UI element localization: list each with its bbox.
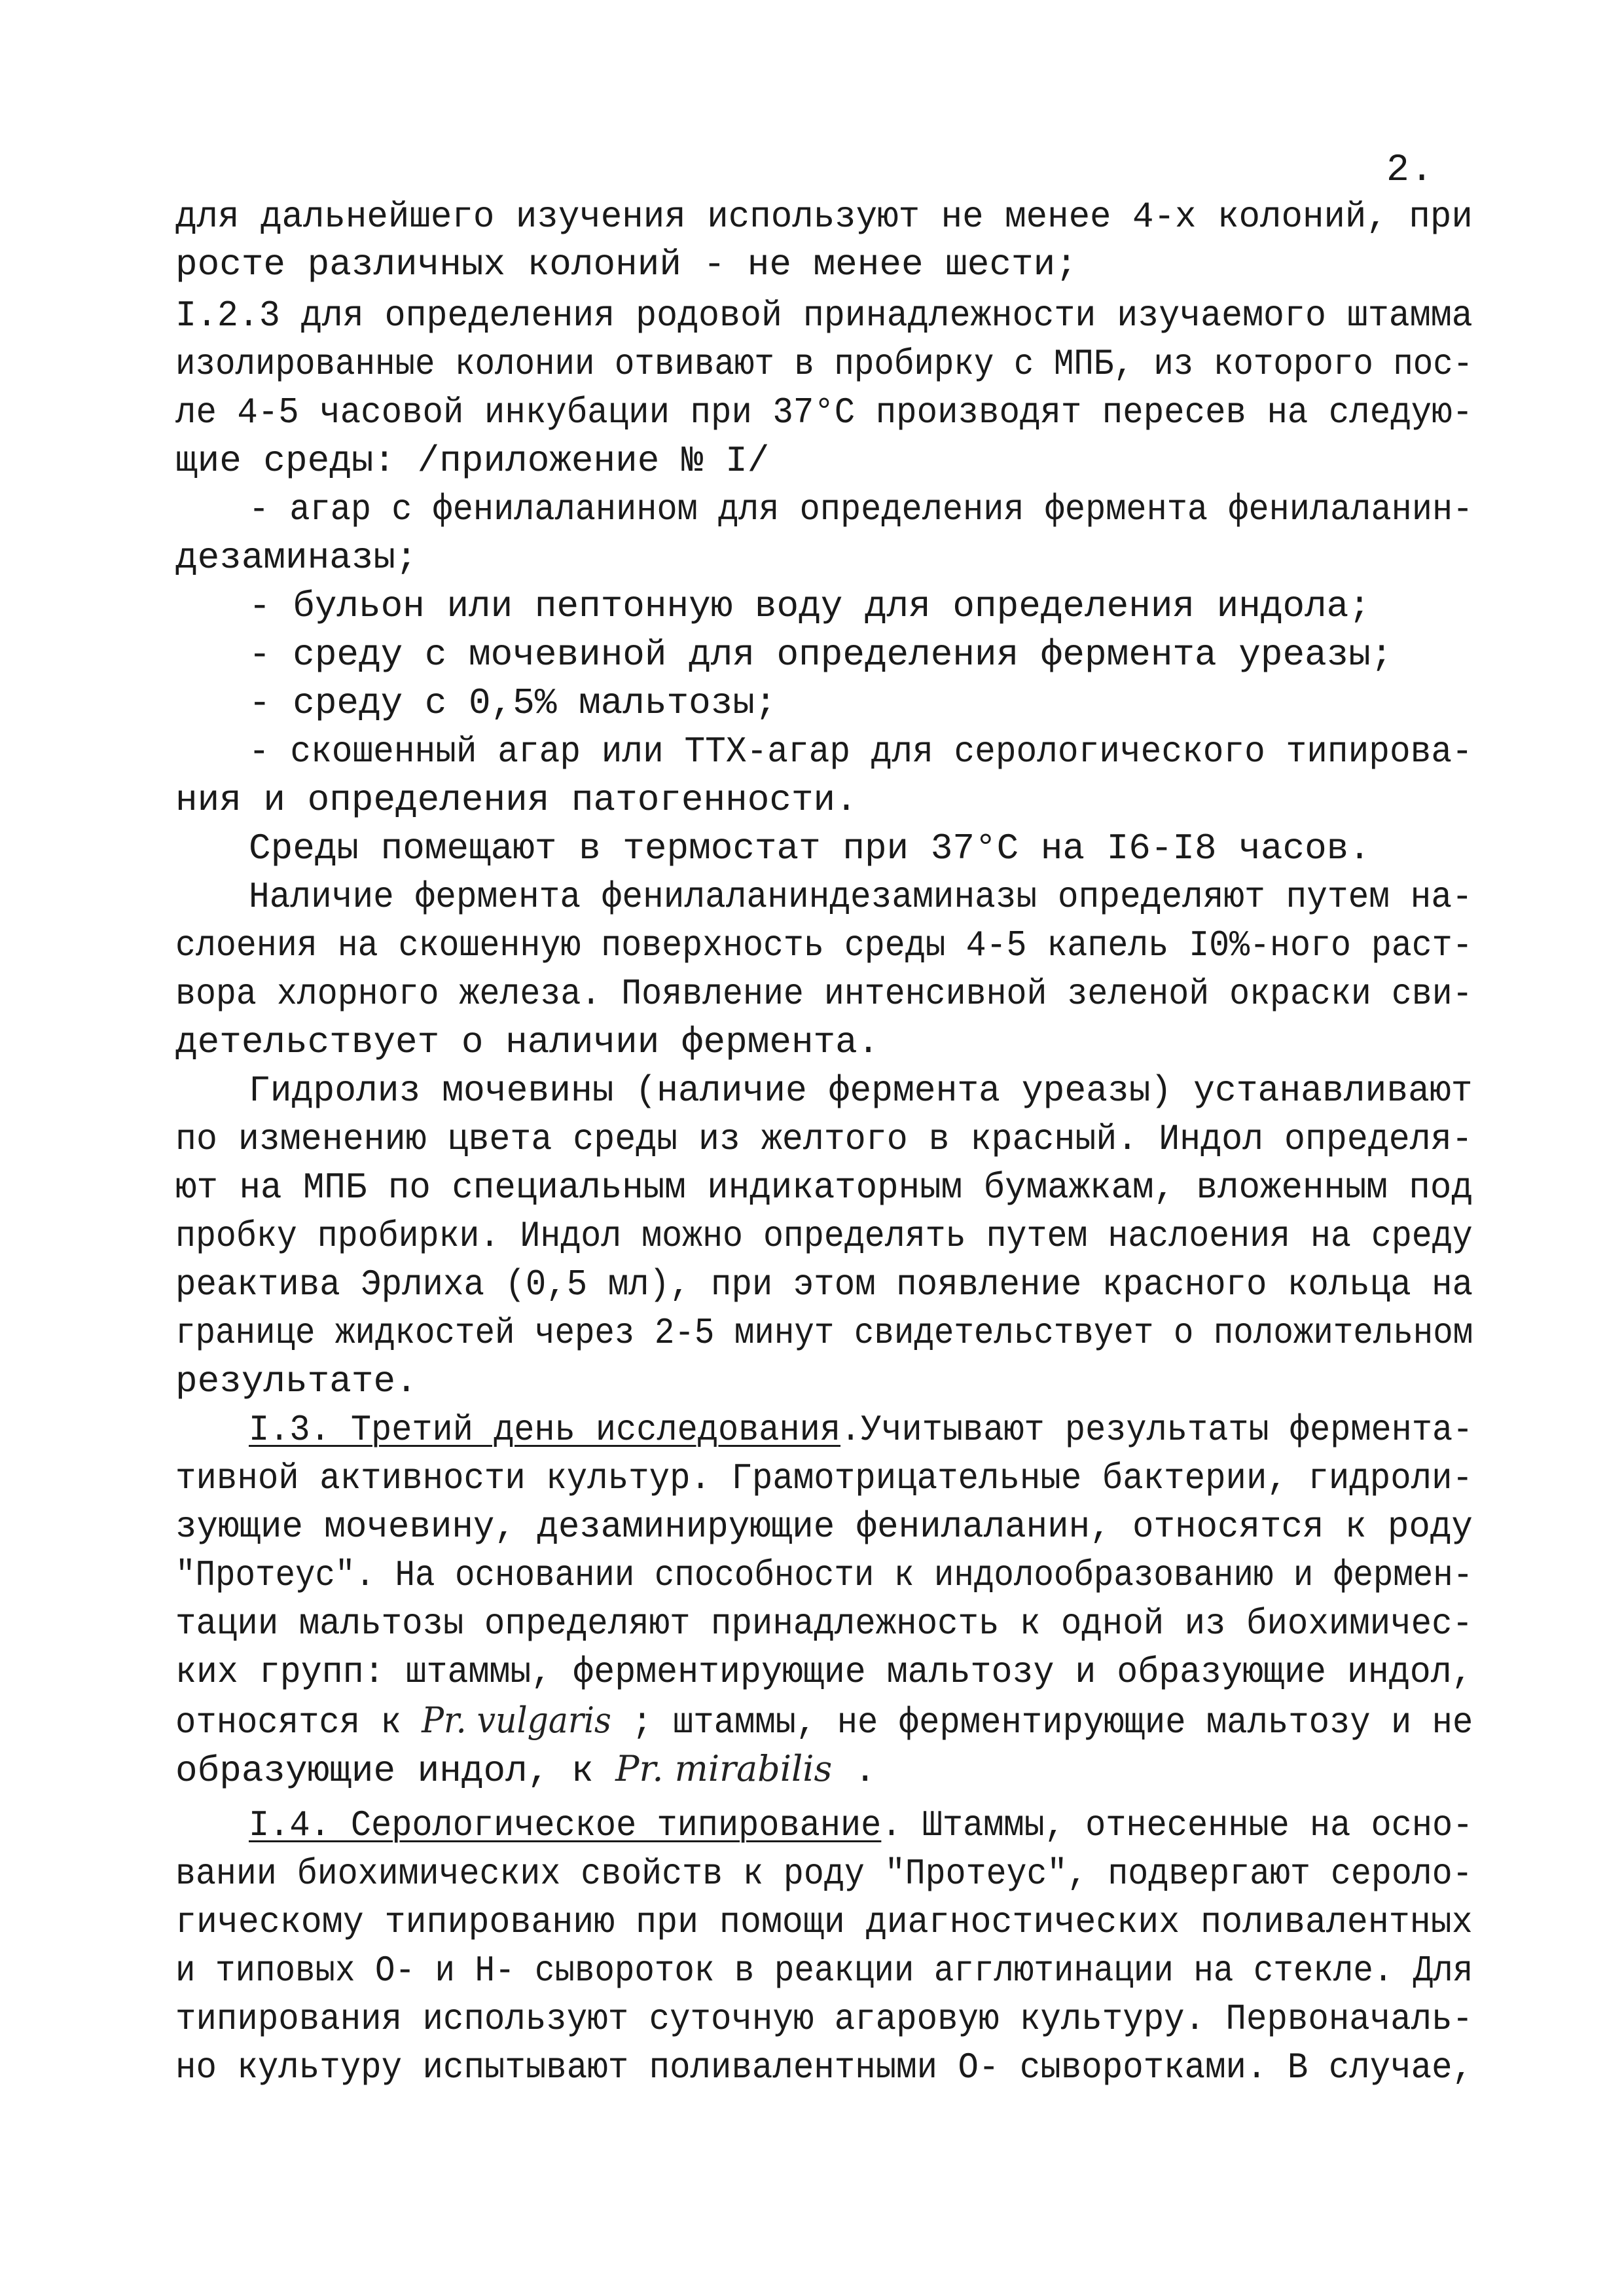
text-line: "Протеус". На основании способности к индолообразованию и фермен- — [175, 1554, 1473, 1596]
page-number: 2. — [1386, 149, 1435, 192]
text-line: Наличие фермента фенилаланиндезаминазы определяют путем на- — [249, 876, 1473, 918]
text-line: ния и определения патогенности. — [175, 779, 857, 821]
text-line: вании биохимических свойств к роду "Протеус", подвергают сероло- — [175, 1853, 1473, 1895]
text-segment: . Штаммы, отнесенные на осно- — [881, 1804, 1473, 1846]
text-line: для дальнейшего изучения используют не менее 4-х колоний, при — [175, 196, 1473, 238]
text-line: росте различных колоний - не менее шести; — [175, 244, 1077, 285]
text-line: детельствует о наличии фермента. — [175, 1021, 880, 1063]
text-segment: ; штаммы, не ферментирующие мальтозу и не — [632, 1702, 1473, 1743]
text-line: реактива Эрлиха (0,5 мл), при этом появление красного кольца на — [175, 1264, 1473, 1305]
text-line: Гидролиз мочевины (наличие фермента уреазы) устанавливают — [249, 1070, 1473, 1112]
text-segment: относятся к — [175, 1702, 401, 1743]
text-line: тивной активности культур. Грамотрицательные бактерии, гидроли- — [175, 1457, 1473, 1499]
text-line: - среду с мочевиной для определения фермента уреазы; — [249, 634, 1393, 676]
text-line — [249, 1804, 1473, 1847]
text-segment: . — [854, 1750, 876, 1792]
text-line: типирования используют суточную агаровую культуру. Первоначаль- — [175, 1998, 1473, 2040]
text-line — [249, 1408, 1473, 1451]
text-line: - бульон или пептонную воду для определения индола; — [249, 585, 1371, 627]
text-line: вора хлорного железа. Появление интенсивной зеленой окраски сви- — [175, 973, 1473, 1015]
text-line: Среды помещают в термостат при 37°С на I6-I8 часов. — [249, 828, 1371, 869]
text-line: - среду с 0,5% мальтозы; — [249, 682, 777, 724]
text-line: результате. — [175, 1360, 418, 1402]
handwritten-species-name: Pr. vulgaris — [422, 1700, 611, 1741]
text-line: тации мальтозы определяют принадлежность к одной из биохимичес- — [175, 1603, 1473, 1645]
text-line — [175, 1747, 876, 1793]
text-line: ких групп: штаммы, ферментирующие мальтозу и образующие индол, — [175, 1651, 1473, 1693]
text-line: границе жидкостей через 2-5 минут свидетельствует о положительном — [175, 1312, 1473, 1354]
section-heading: I.4. Серологическое типирование — [249, 1804, 882, 1846]
text-line: гическому типированию при помощи диагностических поливалентных — [175, 1901, 1473, 1943]
text-line: слоения на скошенную поверхность среды 4-5 капель I0%-ного раст- — [175, 924, 1473, 966]
text-line: - агар с фенилаланином для определения фермента фенилаланин- — [249, 488, 1473, 530]
text-line — [175, 1699, 1473, 1744]
text-line: пробку пробирки. Индол можно определять путем наслоения на среду — [175, 1215, 1473, 1257]
text-line: зующие мочевину, дезаминирующие фенилаланин, относятся к роду — [175, 1506, 1473, 1548]
text-line: изолированные колонии отвивают в пробирку с МПБ, из которого пос- — [175, 343, 1473, 385]
section-heading: I.3. Третий день исследования — [249, 1409, 841, 1451]
text-line: дезаминазы; — [175, 537, 418, 579]
handwritten-species-name: Pr. mirabilis — [615, 1748, 833, 1789]
text-line: - скошенный агар или ТТХ-агар для серологического типирова- — [249, 731, 1473, 773]
text-line: и типовых О- и Н- сывороток в реакции агглютинации на стекле. Для — [175, 1950, 1473, 1992]
text-line: ют на МПБ по специальным индикаторным бумажкам, вложенным под — [175, 1167, 1473, 1209]
text-segment: .Учитывают результаты фермента- — [840, 1409, 1473, 1451]
text-line: I.2.3 для определения родовой принадлежности изучаемого штамма — [175, 295, 1473, 337]
text-line: но культуру испытывают поливалентными О- сыворотками. В случае, — [175, 2047, 1473, 2088]
text-line: по изменению цвета среды из желтого в красный. Индол определя- — [175, 1118, 1473, 1160]
text-segment: образующие индол, к — [175, 1750, 594, 1792]
text-line: щие среды: /приложение № I/ — [175, 440, 770, 482]
text-line: ле 4-5 часовой инкубации при 37°С производят пересев на следую- — [175, 392, 1473, 433]
